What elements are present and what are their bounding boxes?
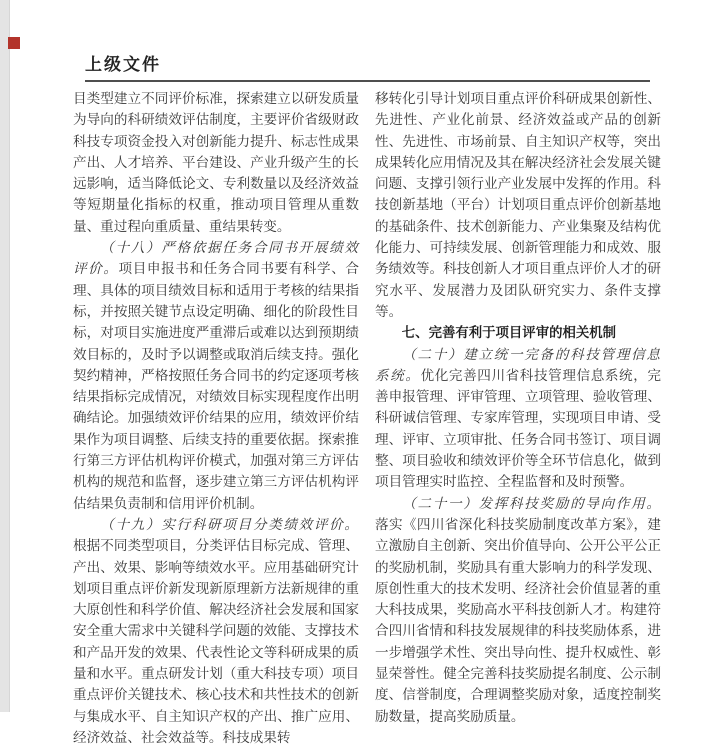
section-heading-7: 七、完善有利于项目评审的相关机制 bbox=[401, 325, 617, 341]
paragraph-body: 落实《四川省深化科技奖励制度改革方案》，建立激励自主创新、突出价值导向、公开公平公正的奖励机制，奖励具有重大影响力的科学发现、原创性重大的技术发明、经济社会价值显著的重大科技成果，奖励高水平科技创新人才。构建符合四川省情和科技发展规律的科技奖励体系，进一步增强学术性、突出导向性、提升权威性、彰显荣誉性。健全完善科技奖励提名制度、公示制度、信誉制度，合理调整奖励对象，适度控制奖励数量，提高奖励质量。 bbox=[375, 516, 661, 724]
paragraph-lead: （十八）严格依据任务合同书开展绩效评价。 bbox=[73, 240, 359, 277]
paragraph-continuation: 移转化引导计划项目重点评价科研成果创新性、先进性、产业化前景、经济效益或产品的创新性、先进性、市场前景、自主知识产权等，突出成果转化应用情况及其在解决经济社会发展关键问题、支撑引领行业产业发展中发挥的作用。科技创新基地（平台）计划项目重点评价创新基地的基础条件、技术创新能力、产业集聚及结构优化能力、可持续发展、创新管理能力和成效、服务绩效等。科技创新人才项目重点评价人才的研究水平、发展潜力及团队研究实力、条件支撑等。 bbox=[375, 91, 661, 319]
paragraph-lead: （二十）建立统一完备的科技管理信息系统。 bbox=[375, 346, 661, 383]
paragraph-continuation: 目类型建立不同评价标准，探索建立以研发质量为导向的科研绩效评估制度，主要评价省级财政科技专项资金投入对创新能力提升、标志性成果产出、人才培养、平台建设、产业升级产生的长远影响，适当降低论文、专利数量以及经济效益等短期量化指标的权重，推动项目管理从重数量、重过程向重质量、重结果转变。 bbox=[73, 91, 359, 234]
text-columns bbox=[73, 88, 661, 748]
paragraph-body: 优化完善四川省科技管理信息系统，完善申报管理、评审管理、立项管理、验收管理、科研诚信管理、专家库管理，实现项目申请、受理、评审、立项审批、任务合同书签订、项目调整、项目验收和绩效评价等全环节信息化，做到项目管理实时监控、全程监督和及时预警。 bbox=[375, 367, 662, 490]
paragraph-item-20 bbox=[375, 344, 661, 493]
paragraph-lead: （十九）实行科研项目分类绩效评价。 bbox=[100, 516, 359, 532]
document-header bbox=[85, 50, 650, 82]
column-right bbox=[375, 88, 661, 748]
paragraph-body: 根据不同类型项目，分类评估目标完成、管理、产出、效果、影响等绩效水平。应用基础研究计划项目重点评价新发现新原理新方法新规律的重大原创性和科学价值、解决经济社会发展和国家安全重大需求中关键科学问题的效能、支撑技术和产品开发的效果、代表性论文等科研成果的质量和水平。重点研发计划（重大科技专项）项目重点评价关键技术、核心技术和共性技术的创新与集成水平、自主知识产权的产出、推广应用、经济效益、社会效益等。科技成果转 bbox=[73, 538, 359, 745]
paragraph-item-18 bbox=[73, 237, 359, 514]
paragraph-lead: （二十一）发挥科技奖励的导向作用。 bbox=[402, 495, 661, 511]
column-left bbox=[73, 88, 359, 748]
paragraph-item-19 bbox=[73, 514, 359, 748]
page-title: 上级文件 bbox=[85, 55, 161, 74]
paragraph-item-21 bbox=[375, 493, 661, 727]
page-edge-strip bbox=[0, 0, 10, 712]
red-square-marker bbox=[8, 37, 20, 49]
paragraph-body: 项目申报书和任务合同书要有科学、合理、具体的项目绩效目标和适用于考核的结果指标，并按照关键节点设定明确、细化的阶段性目标，对项目实施进度严重滞后或难以达到预期绩效目标的，及时予以调整或取消后续支持。强化契约精神，严格按照任务合同书的约定逐项考核结果指标完成情况，对绩效目标实现程度作出明确结论。加强绩效评价结果的应用，绩效评价结果作为项目调整、后续支持的重要依据。探索推行第三方评估机构评价模式，加强对第三方评估机构的规范和监督，逐步建立第三方评估机构评估结果负责制和信用评价机制。 bbox=[73, 261, 360, 511]
